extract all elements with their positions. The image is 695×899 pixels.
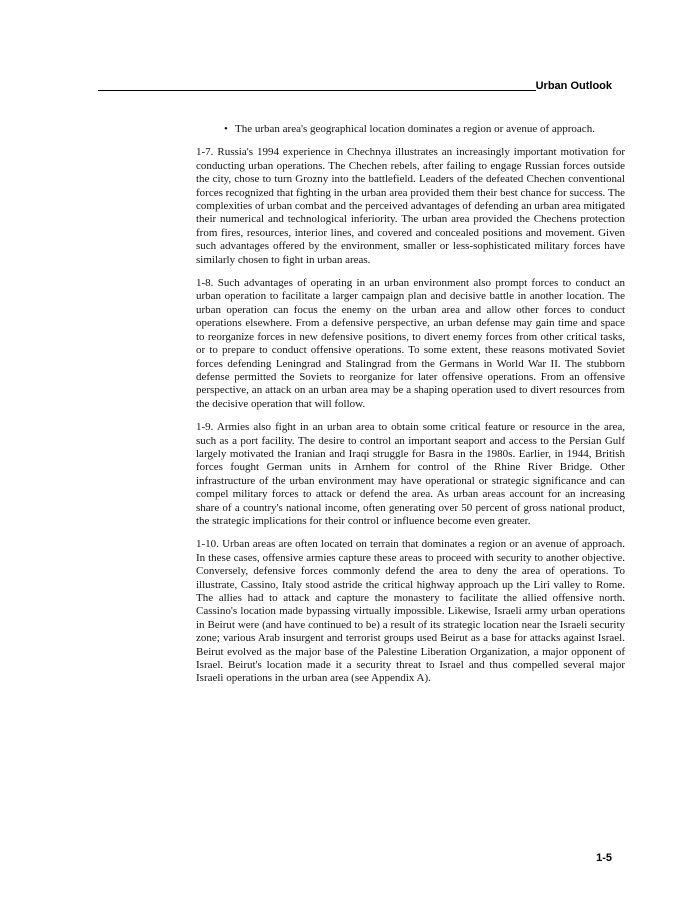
paragraph-1-7: 1-7. Russia's 1994 experience in Chechnya illustrates an increasingly important motivation for conducting urban operations. The Chechen rebels, after failing to engage Russian forces outside the city, chose to turn Grozny into the battlefield. Leaders of the defeated Chechen conventional forces recognized that fighting in the urban area provided them their best chance for success. The complexities of urban combat and the perceived advantages of defending an urban area mitigated their numerical and technological inferiority. The urban area provided the Chechens protection from fires, resources, interior lines, and covered and concealed positions and movement. Given such advantages offered by the environment, smaller or less-sophisticated military forces have similarly chosen to fight in urban areas. bbox=[196, 146, 625, 266]
paragraph-1-9: 1-9. Armies also fight in an urban area to obtain some critical feature or resource in the area, such as a port facility. The desire to control an important seaport and access to the Persian Gulf largely motivated the Iranian and Iraqi struggle for Basra in the 1980s. Earlier, in 1944, British forces fought German units in Arnhem for control of the Rhine River Bridge. Other infrastructure of the urban environment may have operational or strategic significance and can compel military forces to attack or defend the area. As urban areas account for an increasing share of a country's national income, often generating over 50 percent of gross national product, the strategic implications for their control or influence become even greater. bbox=[196, 421, 625, 527]
page-number: 1-5 bbox=[596, 852, 612, 864]
header bbox=[98, 80, 612, 92]
bullet-icon: • bbox=[224, 123, 228, 135]
header-rule bbox=[98, 90, 536, 91]
content-body bbox=[196, 123, 625, 686]
header-section-title: Urban Outlook bbox=[535, 80, 612, 92]
paragraph-1-8: 1-8. Such advantages of operating in an urban environment also prompt forces to conduct an urban operation to facilitate a larger campaign plan and decisive battle in another location. The urban operation can focus the enemy on the urban area and allow other forces to conduct operations elsewhere. From a defensive perspective, an urban defense may gain time and space to reorganize forces in new defensive positions, to divert enemy forces from other critical tasks, or to prepare to conduct offensive operations. To some extent, these reasons motivated Soviet forces defending Leningrad and Stalingrad from the Germans in World War II. The stubborn defense permitted the Soviets to reorganize for later offensive operations. From an offensive perspective, an attack on an urban area may be a shaping operation used to divert resources from the decisive operation that will follow. bbox=[196, 277, 625, 410]
paragraph-1-10: 1-10. Urban areas are often located on terrain that dominates a region or an avenue of approach. In these cases, offensive armies capture these areas to proceed with security to another objective. Conversely, defensive forces commonly defend the area to deny the area of operations. To illustrate, Cassino, Italy stood astride the critical highway approach up the Liri valley to Rome. The allies had to attack and capture the monastery to facilitate the allied offensive north. Cassino's location made bypassing virtually impossible. Likewise, Israeli army urban operations in Beirut were (and have continued to be) a result of its strategic location near the Israeli security zone; various Arab insurgent and terrorist groups used Beirut as a base for attacks against Israel. Beirut evolved as the major base of the Palestine Liberation Organization, a major opponent of Israel. Beirut's location made it a security threat to Israel and thus compelled several major Israeli operations in the urban area (see Appendix A). bbox=[196, 538, 625, 685]
bullet-item bbox=[196, 123, 625, 136]
bullet-text: The urban area's geographical location dominates a region or avenue of approach. bbox=[235, 123, 595, 135]
